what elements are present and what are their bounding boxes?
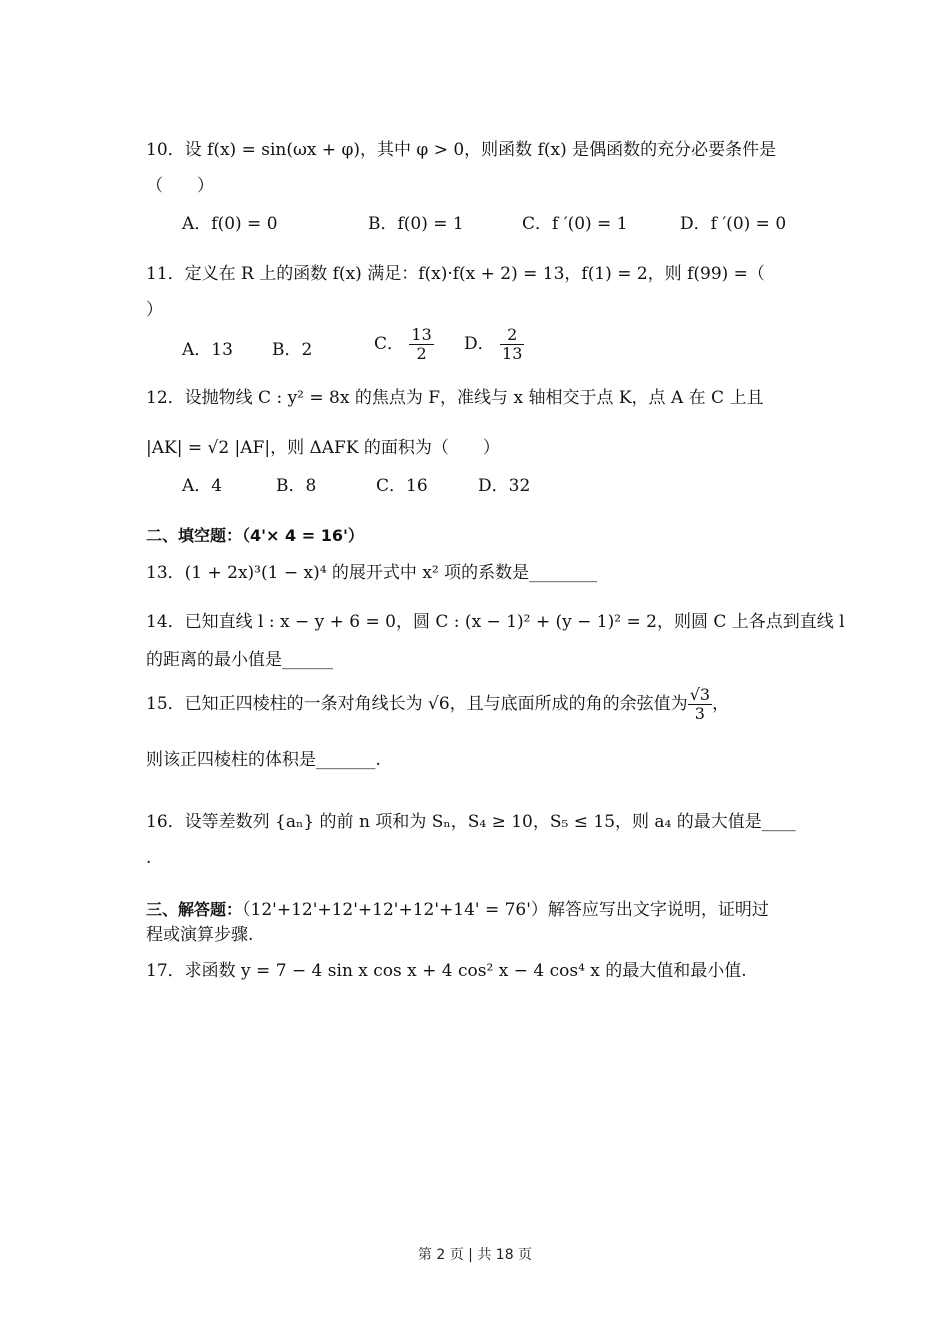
q11-d-denominator: 13 <box>502 344 523 363</box>
q12-option-d: D．32 <box>478 476 531 496</box>
q15-line1-text: 15．已知正四棱柱的一条对角线长为 √6，且与底面所成的角的余弦值为 <box>146 694 688 714</box>
q11-option-a: A．13 <box>182 340 233 360</box>
q16-line1: 16．设等差数列 {aₙ} 的前 n 项和为 Sₙ，S₄ ≥ 10，S₅ ≤ 15，则 a₄ 的最大值是____ <box>146 812 796 832</box>
section-answer-text: （12'+12'+12'+12'+12'+14' = 76'）解答应写出文字说明，证明过 <box>242 900 769 920</box>
q11-c-denominator: 2 <box>416 344 427 363</box>
q11-option-b: B．2 <box>272 340 313 360</box>
q11-option-d-fraction <box>500 326 524 363</box>
q11-stem: 11．定义在 R 上的函数 f(x) 满足：f(x)·f(x + 2) = 13，f(1) = 2，则 f(99) =（ <box>146 264 765 284</box>
q12-line1: 12．设抛物线 C : y² = 8x 的焦点为 F，准线与 x 轴相交于点 K，点 A 在 C 上且 <box>146 388 764 408</box>
q15-frac-numerator: √3 <box>689 685 711 704</box>
q11-c-numerator: 13 <box>411 325 432 344</box>
q12-line2: |AK| = √2 |AF|，则 ΔAFK 的面积为（ ） <box>146 438 500 458</box>
q13: 13．(1 + 2x)³(1 − x)⁴ 的展开式中 x² 项的系数是________ <box>146 563 598 583</box>
section-answer-heading: 三、解答题： <box>146 900 243 919</box>
q11-option-c-label: C． <box>374 334 405 354</box>
q16-line2: . <box>146 848 152 868</box>
q14-line1: 14．已知直线 l : x − y + 6 = 0，圆 C : (x − 1)² + (y − 1)² = 2，则圆 C 上各点到直线 l <box>146 612 845 632</box>
section-answer-line2: 程或演算步骤. <box>146 925 254 945</box>
q10-option-a: A．f(0) = 0 <box>182 214 278 234</box>
q11-paren: ） <box>146 300 163 320</box>
q10-paren: （ ） <box>146 176 214 196</box>
q15-frac-denominator: 3 <box>694 704 705 723</box>
q11-option-c-fraction <box>409 326 433 363</box>
q15-line1 <box>146 686 808 723</box>
section-answer-line1 <box>146 898 808 922</box>
q12-option-a: A．4 <box>182 476 223 496</box>
q15-fraction <box>688 686 712 723</box>
q15-line2: 则该正四棱柱的体积是_______. <box>146 750 381 770</box>
page-footer: 第 2 页 | 共 18 页 <box>417 1247 533 1263</box>
q17: 17．求函数 y = 7 − 4 sin x cos x + 4 cos² x − 4 cos⁴ x 的最大值和最小值. <box>146 961 747 981</box>
q10-stem: 10．设 f(x) = sin(ωx + φ)，其中 φ > 0，则函数 f(x) 是偶函数的充分必要条件是 <box>146 140 777 160</box>
q15-line1-end: ， <box>712 694 730 714</box>
q11-option-c <box>374 326 434 363</box>
q12-option-c: C．16 <box>376 476 428 496</box>
q10-option-c: C．f ′(0) = 1 <box>522 214 628 234</box>
q12-option-b: B．8 <box>276 476 317 496</box>
section-fill-in-heading: 二、填空题：（4'× 4 = 16'） <box>146 526 364 545</box>
q10-option-b: B．f(0) = 1 <box>368 214 464 234</box>
q11-option-d <box>464 326 524 363</box>
q10-option-d: D．f ′(0) = 0 <box>680 214 787 234</box>
q14-line2: 的距离的最小值是______ <box>146 650 333 670</box>
q11-option-d-label: D． <box>464 334 495 354</box>
q11-d-numerator: 2 <box>500 326 524 345</box>
